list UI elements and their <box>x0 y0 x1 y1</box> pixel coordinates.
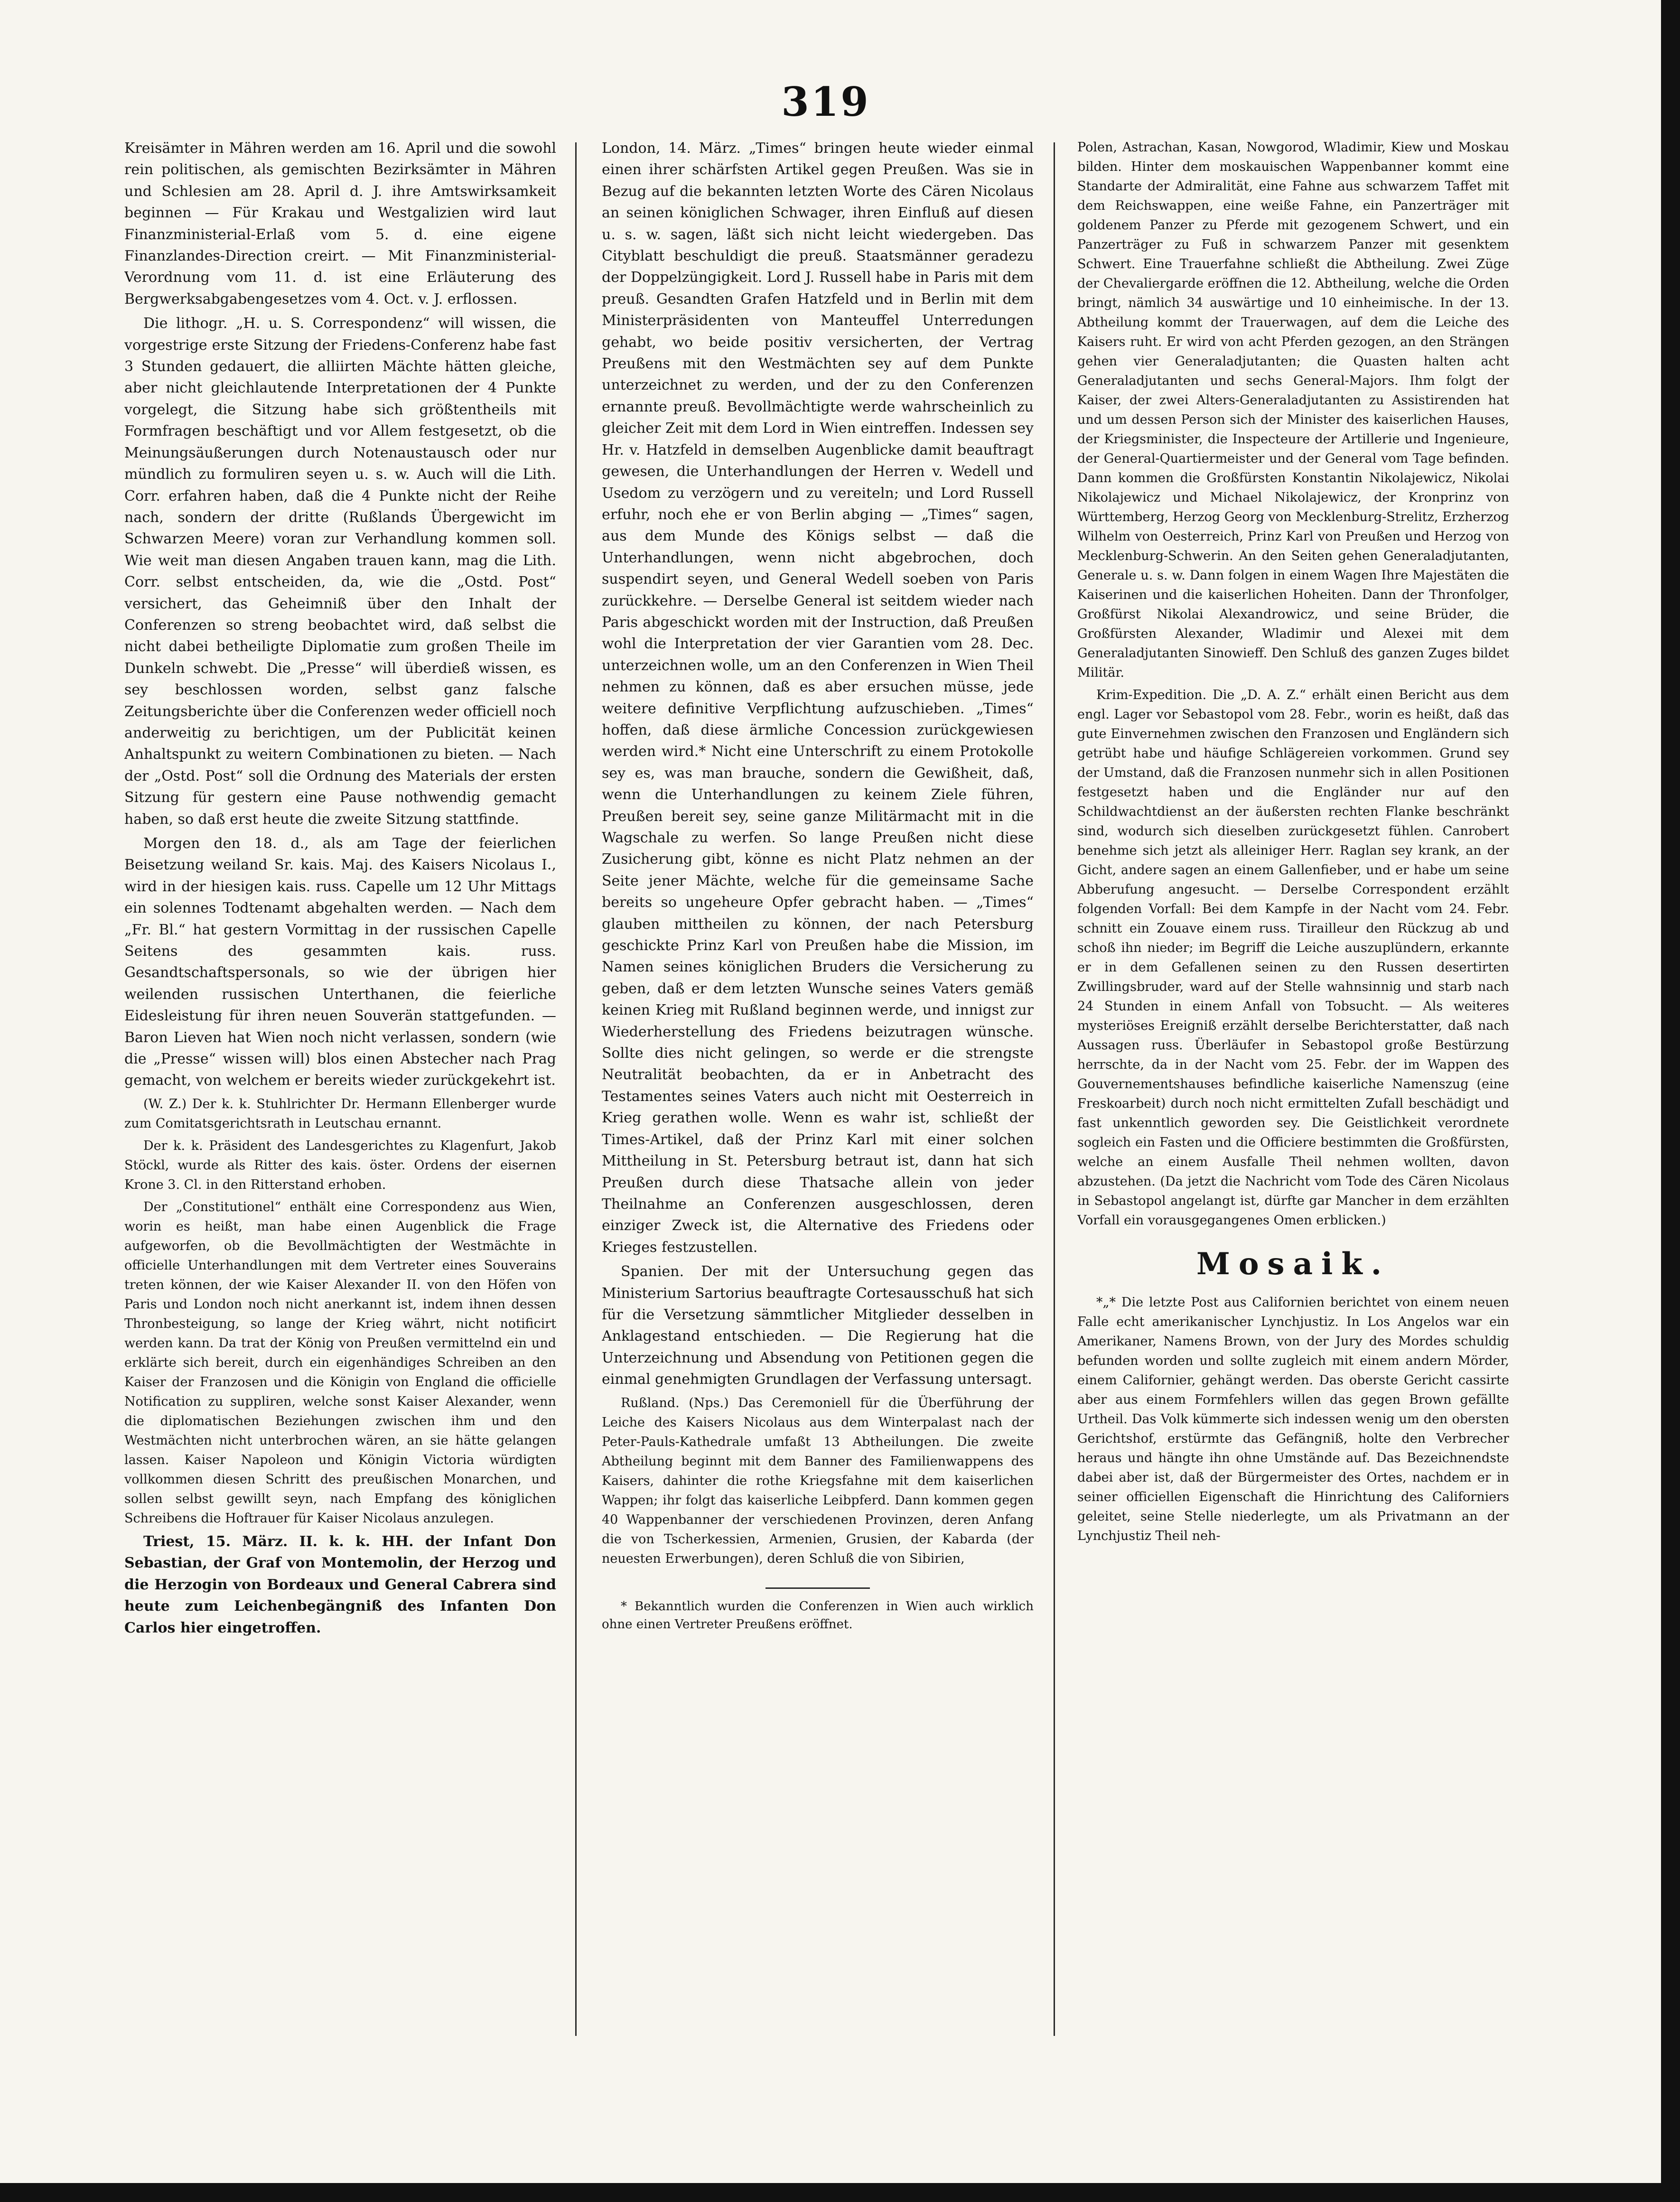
scan-border <box>0 2183 1680 2202</box>
page-number: 319 <box>781 78 870 125</box>
article-paragraph: Rußland. (Nps.) Das Ceremoniell für die Überführung der Leiche des Kaisers Nicolaus aus dem Winterpalast nach der Peter-Pauls-Kathedrale umfaßt 13 Abtheilungen. Die zweite Abtheilung beginnt mit dem Banner des Familienwappens des Kaisers, dahinter die rothe Kriegsfahne mit dem kaiserlichen Wappen; ihr folgt das kaiserliche Leibpferd. Dann kommen gegen 40 Wappenbanner der verschiedenen Provinzen, deren Anfang die von Tscherkessien, Armenien, Grusien, der Kabarda (der neuesten Erwerbungen), deren Schluß die von Sibirien, <box>602 1395 1034 1566</box>
article-paragraph: Polen, Astrachan, Kasan, Nowgorod, Wladimir, Kiew und Moskau bilden. Hinter dem moskauischen Wappenbanner kommt eine Standarte der Admiralität, eine Fahne aus schwarzem Taffet mit dem Reichswappen, eine weiße Fahne, ein Panzerträger mit goldenem Panzer zu Pferde mit gezogenem Schwert, und ein Panzerträger zu Fuß in schwarzem Panzer mit gesenktem Schwert. Eine Trauerfahne schließt die Abtheilung. Zwei Züge der Chevaliergarde eröffnen die 12. Abtheilung, welche die Orden bringt, nämlich 34 auswärtige und 10 einheimische. In der 13. Abtheilung kommt der Trauerwagen, auf dem die Leiche des Kaisers ruht. Er wird von acht Pferden gezogen, an den Strängen gehen vier Generaladjutanten; die Quasten halten acht Generaladjutanten und sechs General-Majors. Ihm folgt der Kaiser, der zwei Alters-Generaladjutanten zu Assistirenden hat und um dessen Person sich der Minister des kaiserlichen Hauses, der Kriegsminister, die Inspecteure der Artillerie und Ingenieure, der General-Quartiermeister und der General vom Tage befinden. Dann kommen die Großfürsten Konstantin Nikolajewicz, Nikolai Nikolajewicz und Michael Nikolajewicz, der Kronprinz von Württemberg, Herzog Georg von Mecklenburg-Strelitz, Erzherzog Wilhelm von Oesterreich, Prinz Karl von Preußen und Herzog von Mecklenburg-Schwerin. An den Seiten gehen Generaladjutanten, Generale u. s. w. Dann folgen in einem Wagen Ihre Majestäten die Kaiserinen und die kaiserlichen Hoheiten. Dann der Thronfolger, Großfürst Nikolai Alexandrowicz, und seine Brüder, die Großfürsten Alexander, Wladimir und Alexei mit dem Generaladjutanten Sinowieff. Den Schluß des ganzen Zuges bildet Militär. <box>1077 140 1509 680</box>
article-paragraph: London, 14. März. „Times“ bringen heute wieder einmal einen ihrer schärfsten Artikel gegen Preußen. Was sie in Bezug auf die bekannten letzten Worte des Cären Nicolaus an seinen königlichen Schwager, ihren Einfluß auf diesen u. s. w. sagen, läßt sich nicht leicht wiedergeben. Das Cityblatt beschuldigt die preuß. Staatsmänner geradezu der Doppelzüngigkeit. Lord J. Russell habe in Paris mit dem preuß. Gesandten Grafen Hatzfeld und in Berlin mit dem Ministerpräsidenten von Manteuffel Unterredungen gehabt, wo beide positiv versicherten, der Vertrag Preußens mit den Westmächten sey auf dem Punkte unterzeichnet zu werden, und der zu den Conferenzen ernannte preuß. Bevollmächtigte werde wahrscheinlich zu gleicher Zeit mit dem Lord in Wien eintreffen. Indessen sey Hr. v. Hatzfeld in demselben Augenblicke damit beauftragt gewesen, die Unterhandlungen der Herren v. Wedell und Usedom zu verzögern und zu vereiteln; und Lord Russell erfuhr, noch ehe er von Berlin abging — „Times“ sagen, aus dem Munde des Königs selbst — daß die Unterhandlungen, wenn nicht abgebrochen, doch suspendirt seyen, und General Wedell soeben von Paris zurückkehre. — Derselbe General ist seitdem wieder nach Paris abgeschickt worden mit der Instruction, daß Preußen wohl die Interpretation der vier Garantien vom 28. Dec. unterzeichnen wolle, um an den Conferenzen in Wien Theil nehmen zu können, daß es aber ersuchen müsse, jede weitere definitive Verpflichtung aufzuschieben. „Times“ hoffen, daß diese ärmliche Concession zurückgewiesen werden wird.* Nicht eine Unterschrift zu einem Protokolle sey es, was man brauche, sondern die Gewißheit, daß, wenn die Unterhandlungen zu keinem Ziele führen, Preußen bereit sey, seine ganze Militärmacht mit in die Wagschale zu werfen. So lange Preußen nicht diese Zusicherung gibt, könne es nicht Platz nehmen an der Seite jener Mächte, welche für die gemeinsame Sache bereits so ungeheure Opfer gebracht haben. — „Times“ glauben mittheilen zu können, der nach Petersburg geschickte Prinz Karl von Preußen habe die Mission, im Namen seines königlichen Bruders die Versicherung zu geben, daß er dem letzten Wunsche seines Vaters gemäß keinen Krieg mit Rußland beginnen werde, und innigst zur Wiederherstellung des Friedens beizutragen wünsche. Sollte dies nicht gelingen, so werde er die strengste Neutralität beobachten, da er in Anbetracht des Testamentes seines Vaters auch nicht mit Oesterreich in Krieg gerathen wolle. Wenn es wahr ist, schließt der Times-Artikel, daß der Prinz Karl mit einer solchen Mittheilung in St. Petersburg betraut ist, dann hat sich Preußen durch diese Thatsache allein von jeder Theilnahme an Conferenzen ausgeschlossen, deren einziger Zweck ist, die Alternative des Friedens oder Krieges festzustellen. <box>602 140 1034 1256</box>
article-paragraph: Der k. k. Präsident des Landesgerichtes zu Klagenfurt, Jakob Stöckl, wurde als Ritter des kais. öster. Ordens der eisernen Krone 3. Cl. in den Ritterstand erhoben. <box>124 1138 556 1192</box>
section-heading-mosaik: Mosaik. <box>1196 1246 1390 1282</box>
column-rule <box>575 142 577 2036</box>
article-paragraph: Triest, 15. März. II. k. k. HH. der Infant Don Sebastian, der Graf von Montemolin, der Herzog und die Herzogin von Bordeaux und General Cabrera sind heute zum Leichenbegängniß des Infanten Don Carlos hier eingetroffen. <box>124 1533 556 1636</box>
column-3 <box>1077 138 1509 2055</box>
article-paragraph: *„* Die letzte Post aus Californien berichtet von einem neuen Falle echt amerikanischer Lynchjustiz. In Los Angelos war ein Amerikaner, Namens Brown, von der Jury des Mordes schuldig befunden worden und sollte zugleich mit einem andern Mörder, einem Californier, gehängt werden. Das oberste Gericht cassirte aber aus einem Formfehlers willen das gegen Brown gefällte Urtheil. Das Volk kümmerte sich indessen wenig um den obersten Gerichtshof, erstürmte das Gefängniß, holte den Verbrecher heraus und hängte ihn ohne Umstände auf. Das Bezeichnendste dabei aber ist, daß der Bürgermeister des Ortes, nachdem er in seiner officiellen Eigenschaft die Hinrichtung des Californiers geleitet, seine Stelle niederlegte, um als Privatmann an der Lynchjustiz Theil neh- <box>1077 1295 1509 1543</box>
scan-border <box>1661 0 1680 2202</box>
article-paragraph: Die lithogr. „H. u. S. Correspondenz“ will wissen, die vorgestrige erste Sitzung der Friedens-Conferenz habe fast 3 Stunden gedauert, die alliirten Mächte hätten gleiche, aber nicht gleichlautende Interpretationen der 4 Punkte vorgelegt, die Sitzung habe sich größtentheils mit Formfragen beschäftigt und vor Allem festgesetzt, ob die Meinungsäußerungen durch Notenaustausch oder nur mündlich zu formuliren seyen u. s. w. Auch will die Lith. Corr. erfahren haben, daß die 4 Punkte nicht der Reihe nach, sondern der dritte (Rußlands Übergewicht im Schwarzen Meere) voran zur Verhandlung kommen soll. Wie weit man diesen Angaben trauen kann, mag die Lith. Corr. selbst entscheiden, da, wie die „Ostd. Post“ versichert, das Geheimniß über den Inhalt der Conferenzen so streng beobachtet wird, daß selbst die nicht dabei betheiligte Diplomatie zum großen Theile im Dunkeln schwebt. Die „Presse“ will überdieß wissen, es sey beschlossen worden, selbst ganz falsche Zeitungsberichte über die Conferenzen weder officiell noch anderweitig zu berichtigen, um der Publicität keinen Anhaltspunkt zu weitern Combinationen zu bieten. — Nach der „Ostd. Post“ soll die Ordnung des Materials der ersten Sitzung für gestern eine Pause nothwendig gemacht haben, so daß erst heute die zweite Sitzung stattfinde. <box>124 315 556 828</box>
article-paragraph: Spanien. Der mit der Untersuchung gegen das Ministerium Sartorius beauftragte Cortesausschuß hat sich für die Versetzung sämmtlicher Mitglieder desselben in Anklagestand entschieden. — Die Regierung hat die Unterzeichnung und Absendung von Petitionen gegen die einmal genehmigten Grundlagen der Verfassung untersagt. <box>602 1263 1034 1388</box>
column-rule <box>1054 142 1055 2036</box>
article-paragraph: Der „Constitutionel“ enthält eine Correspondenz aus Wien, worin es heißt, man habe einen Augenblick die Frage aufgeworfen, ob die Bevollmächtigten der Westmächte in officielle Unterhandlungen mit dem Vertreter eines Souverains treten können, der wie Kaiser Alexander II. von den Höfen von Paris und London noch nicht anerkannt ist, indem ihnen dessen Thronbesteigung, so lange der Krieg währt, nicht notificirt werden kann. Da trat der König von Preußen vermittelnd ein und erklärte sich bereit, durch ein eigenhändiges Schreiben an den Kaiser der Franzosen und die Königin von England die officielle Notification zu suppliren, welche sonst Kaiser Alexander, wenn die diplomatischen Beziehungen zwischen ihm und den Westmächten nicht unterbrochen wären, an sie hätte gelangen lassen. Kaiser Napoleon und Königin Victoria würdigten vollkommen diesen Schritt des preußischen Monarchen, und sollen selbst gewillt seyn, nach Empfang des königlichen Schreibens die Hoftrauer für Kaiser Nicolaus anzulegen. <box>124 1199 556 1526</box>
article-paragraph: (W. Z.) Der k. k. Stuhlrichter Dr. Hermann Ellenberger wurde zum Comitatsgerichtsrath in Leutschau ernannt. <box>124 1096 556 1131</box>
article-paragraph: Kreisämter in Mähren werden am 16. April und die sowohl rein politischen, als gemischten Bezirksämter in Mähren und Schlesien am 28. April d. J. ihre Amtswirksamkeit beginnen — Für Krakau und Westgalizien wird laut Finanzministerial-Erlaß vom 5. d. eine eigene Finanzlandes-Direction creirt. — Mit Finanzministerial-Verordnung vom 11. d. ist eine Erläuterung des Bergwerksabgabengesetzes vom 4. Oct. v. J. erflossen. <box>124 140 556 308</box>
article-paragraph: Krim-Expedition. Die „D. A. Z.“ erhält einen Bericht aus dem engl. Lager vor Sebastopol vom 28. Febr., worin es heißt, daß das gute Einvernehmen zwischen den Franzosen und Engländern sich getrübt habe und häufige Schlägereien vorkommen. Grund sey der Umstand, daß die Franzosen nunmehr sich in allen Positionen festgesetzt haben und die Engländer nur auf den Schildwachtdienst an der äußersten rechten Flanke beschränkt sind, wodurch sich dieselben zurückgesetzt fühlen. Canrobert benehme sich jetzt als alleiniger Herr. Raglan sey krank, an der Gicht, andere sagen an einem Gallenfieber, und er habe um seine Abberufung angesucht. — Derselbe Correspondent erzählt folgenden Vorfall: Bei dem Kampfe in der Nacht vom 24. Febr. schnitt ein Zouave einem russ. Tirailleur den Rückzug ab und schoß ihn nieder; im Begriff die Leiche auszuplündern, erkannte er in dem Gefallenen seinen zu den Russen desertirten Zwillingsbruder, ward auf der Stelle wahnsinnig und starb nach 24 Stunden in einem Anfall von Tobsucht. — Als weiteres mysteriöses Ereigniß erzählt derselbe Berichterstatter, daß nach Aussagen russ. Überläufer in Sebastopol große Bestürzung herrschte, da in der Nacht vom 25. Febr. der im Wappen des Gouvernementshauses befindliche kaiserliche Namenszug (eine Freskoarbeit) durch noch nicht ermittelten Zufall beschädigt und fast unkenntlich geworden sey. Die Geistlichkeit verordnete sogleich ein Fasten und die Officiere bestimmten die Großfürsten, welche an einem Ausfalle Theil nehmen wollten, davon abzustehen. (Da jetzt die Nachricht vom Tode des Cären Nicolaus in Sebastopol angelangt ist, dürfte gar Mancher in dem erzählten Vorfall ein vorausgegangenes Omen erblicken.) <box>1077 688 1509 1228</box>
footnote-rule <box>765 1587 870 1589</box>
footnote: * Bekanntlich wurden die Conferenzen in Wien auch wirklich ohne einen Vertreter Preußens eröffnet. <box>602 1599 1034 1632</box>
article-paragraph: Morgen den 18. d., als am Tage der feierlichen Beisetzung weiland Sr. kais. Maj. des Kaisers Nicolaus I., wird in der hiesigen kais. russ. Capelle um 12 Uhr Mittags ein solennes Todtenamt abgehalten werden. — Nach dem „Fr. Bl.“ hat gestern Vormittag in der russischen Capelle Seitens des gesammten kais. russ. Gesandtschaftspersonals, so wie der übrigen hier weilenden russischen Unterthanen, die feierliche Eidesleistung für ihren neuen Souverän stattgefunden. — Baron Lieven hat Wien noch nicht verlassen, sondern (wie die „Presse“ wissen will) blos einen Abstecher nach Prag gemacht, von welchem er bereits wieder zurückgekehrt ist. <box>124 835 556 1089</box>
column-2 <box>602 138 1034 2055</box>
column-1 <box>124 138 556 2055</box>
